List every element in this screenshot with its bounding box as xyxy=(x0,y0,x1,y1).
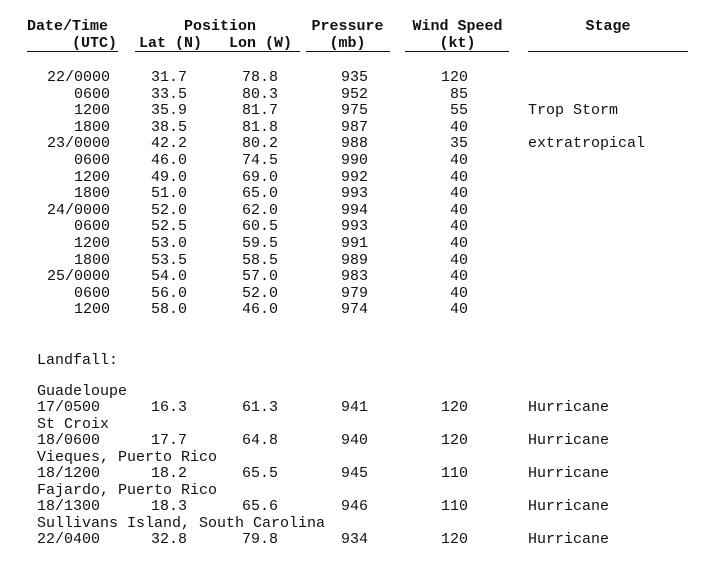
row-lon: 58.5 xyxy=(241,252,278,269)
row-lat: 52.0 xyxy=(150,202,187,219)
landfall-wind: 120 xyxy=(440,531,468,548)
landfall-stage: Hurricane xyxy=(528,465,610,482)
row-time: 1200 xyxy=(73,169,110,186)
landfall-lon: 64.8 xyxy=(241,432,278,449)
landfall-place: Guadeloupe xyxy=(37,383,128,400)
landfall-time: 18/1300 xyxy=(37,498,101,515)
row-pressure: 989 xyxy=(340,252,368,269)
landfall-wind: 110 xyxy=(440,498,468,515)
row-lon: 81.8 xyxy=(241,119,278,136)
header-rule-wind xyxy=(405,51,509,52)
row-lat: 46.0 xyxy=(150,152,187,169)
row-lat: 52.5 xyxy=(150,218,187,235)
row-time: 1800 xyxy=(73,119,110,136)
landfall-lat: 16.3 xyxy=(150,399,187,416)
row-time: 24/0000 xyxy=(46,202,110,219)
landfall-stage: Hurricane xyxy=(528,531,610,548)
landfall-label: Landfall: xyxy=(37,352,119,369)
header-wind: Wind Speed xyxy=(412,18,503,35)
landfall-time: 18/0600 xyxy=(37,432,101,449)
row-lat: 53.5 xyxy=(150,252,187,269)
row-lon: 62.0 xyxy=(241,202,278,219)
header-pressure: Pressure xyxy=(311,18,384,35)
row-lat: 53.0 xyxy=(150,235,187,252)
landfall-pressure: 946 xyxy=(340,498,368,515)
header-utc: (UTC) xyxy=(71,35,117,52)
header-rule-pressure xyxy=(306,51,390,52)
row-lon: 80.3 xyxy=(241,86,278,103)
row-lon: 81.7 xyxy=(241,102,278,119)
row-time: 0600 xyxy=(73,285,110,302)
row-lon: 65.0 xyxy=(241,185,278,202)
row-lon: 46.0 xyxy=(241,301,278,318)
landfall-time: 17/0500 xyxy=(37,399,101,416)
landfall-wind: 110 xyxy=(440,465,468,482)
row-pressure: 952 xyxy=(340,86,368,103)
landfall-pressure: 940 xyxy=(340,432,368,449)
row-wind: 40 xyxy=(449,119,468,136)
header-lat: Lat (N) xyxy=(139,35,203,52)
row-wind: 40 xyxy=(449,235,468,252)
landfall-lat: 17.7 xyxy=(150,432,187,449)
landfall-stage: Hurricane xyxy=(528,399,610,416)
row-pressure: 994 xyxy=(340,202,368,219)
row-time: 1800 xyxy=(73,185,110,202)
landfall-place: St Croix xyxy=(37,416,110,433)
landfall-lon: 65.5 xyxy=(241,465,278,482)
row-pressure: 990 xyxy=(340,152,368,169)
row-pressure: 992 xyxy=(340,169,368,186)
row-pressure: 979 xyxy=(340,285,368,302)
header-lon: Lon (W) xyxy=(229,35,293,52)
row-lon: 80.2 xyxy=(241,135,278,152)
row-wind: 40 xyxy=(449,169,468,186)
row-lat: 33.5 xyxy=(150,86,187,103)
row-lon: 60.5 xyxy=(241,218,278,235)
landfall-place: Vieques, Puerto Rico xyxy=(37,449,218,466)
row-time: 0600 xyxy=(73,152,110,169)
header-position: Position xyxy=(183,18,256,35)
row-wind: 40 xyxy=(449,301,468,318)
header-stage: Stage xyxy=(585,18,631,35)
landfall-pressure: 941 xyxy=(340,399,368,416)
landfall-lon: 65.6 xyxy=(241,498,278,515)
row-lon: 69.0 xyxy=(241,169,278,186)
header-rule-stage xyxy=(528,51,688,52)
row-lon: 78.8 xyxy=(241,69,278,86)
row-pressure: 987 xyxy=(340,119,368,136)
row-wind: 40 xyxy=(449,152,468,169)
row-wind: 40 xyxy=(449,285,468,302)
landfall-pressure: 934 xyxy=(340,531,368,548)
row-lat: 35.9 xyxy=(150,102,187,119)
header-rule-position xyxy=(135,51,300,52)
row-lon: 74.5 xyxy=(241,152,278,169)
row-lat: 31.7 xyxy=(150,69,187,86)
row-wind: 40 xyxy=(449,185,468,202)
header-rule-datetime xyxy=(27,51,118,52)
row-pressure: 991 xyxy=(340,235,368,252)
row-time: 25/0000 xyxy=(46,268,110,285)
row-time: 1800 xyxy=(73,252,110,269)
row-lat: 49.0 xyxy=(150,169,187,186)
row-pressure: 935 xyxy=(340,69,368,86)
landfall-stage: Hurricane xyxy=(528,498,610,515)
row-wind: 35 xyxy=(449,135,468,152)
row-lat: 56.0 xyxy=(150,285,187,302)
row-wind: 40 xyxy=(449,268,468,285)
row-wind: 40 xyxy=(449,202,468,219)
row-lat: 51.0 xyxy=(150,185,187,202)
landfall-lat: 18.3 xyxy=(150,498,187,515)
row-pressure: 993 xyxy=(340,218,368,235)
row-lat: 58.0 xyxy=(150,301,187,318)
row-pressure: 974 xyxy=(340,301,368,318)
row-stage: extratropical xyxy=(528,135,646,152)
landfall-wind: 120 xyxy=(440,399,468,416)
row-lat: 42.2 xyxy=(150,135,187,152)
row-lon: 52.0 xyxy=(241,285,278,302)
landfall-place: Sullivans Island, South Carolina xyxy=(37,515,326,532)
row-pressure: 988 xyxy=(340,135,368,152)
landfall-stage: Hurricane xyxy=(528,432,610,449)
row-time: 0600 xyxy=(73,218,110,235)
landfall-lon: 61.3 xyxy=(241,399,278,416)
header-datetime: Date/Time xyxy=(27,18,109,35)
row-time: 22/0000 xyxy=(46,69,110,86)
row-lon: 59.5 xyxy=(241,235,278,252)
row-wind: 85 xyxy=(449,86,468,103)
row-lat: 38.5 xyxy=(150,119,187,136)
row-pressure: 975 xyxy=(340,102,368,119)
row-wind: 40 xyxy=(449,252,468,269)
row-time: 1200 xyxy=(73,102,110,119)
landfall-place: Fajardo, Puerto Rico xyxy=(37,482,218,499)
row-time: 0600 xyxy=(73,86,110,103)
header-kt: (kt) xyxy=(439,35,476,52)
row-wind: 40 xyxy=(449,218,468,235)
header-mb: (mb) xyxy=(329,35,366,52)
row-stage: Trop Storm xyxy=(528,102,619,119)
row-time: 23/0000 xyxy=(46,135,110,152)
row-lon: 57.0 xyxy=(241,268,278,285)
landfall-wind: 120 xyxy=(440,432,468,449)
row-wind: 55 xyxy=(449,102,468,119)
row-lat: 54.0 xyxy=(150,268,187,285)
row-pressure: 993 xyxy=(340,185,368,202)
row-time: 1200 xyxy=(73,301,110,318)
landfall-pressure: 945 xyxy=(340,465,368,482)
landfall-lat: 32.8 xyxy=(150,531,187,548)
row-wind: 120 xyxy=(440,69,468,86)
row-pressure: 983 xyxy=(340,268,368,285)
landfall-time: 22/0400 xyxy=(37,531,101,548)
row-time: 1200 xyxy=(73,235,110,252)
landfall-lon: 79.8 xyxy=(241,531,278,548)
landfall-time: 18/1200 xyxy=(37,465,101,482)
landfall-lat: 18.2 xyxy=(150,465,187,482)
